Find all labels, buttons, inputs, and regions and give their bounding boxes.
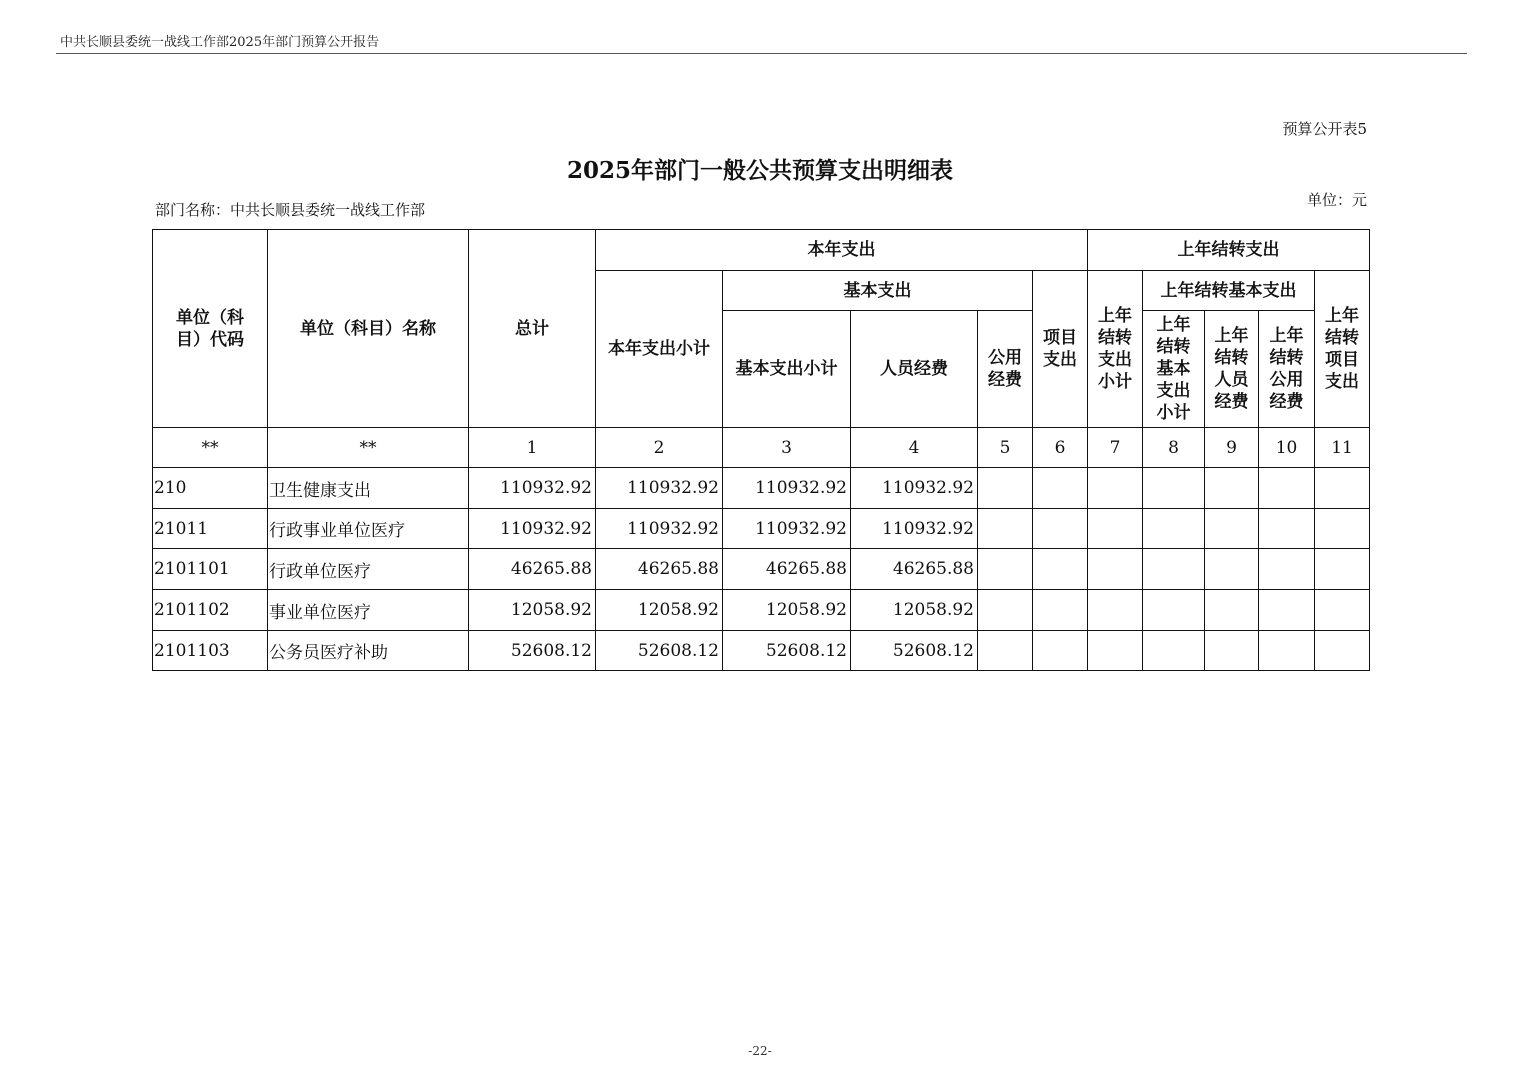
expenditure-table bbox=[152, 229, 1370, 671]
empty-cell bbox=[1259, 468, 1315, 509]
row-name: 行政事业单位医疗 bbox=[268, 509, 469, 549]
row-basic-subtotal: 110932.92 bbox=[723, 509, 851, 549]
header-carryover-basic: 上年结转基本支出 bbox=[1143, 271, 1315, 311]
row-personnel: 52608.12 bbox=[851, 631, 978, 671]
table-number: 预算公开表5 bbox=[1282, 120, 1367, 138]
department-name: 部门名称：中共长顺县委统一战线工作部 bbox=[155, 201, 426, 219]
index-cell: 5 bbox=[978, 428, 1033, 468]
row-basic-subtotal: 46265.88 bbox=[723, 549, 851, 590]
row-personnel: 110932.92 bbox=[851, 509, 978, 549]
empty-cell bbox=[1143, 468, 1205, 509]
row-total: 110932.92 bbox=[469, 468, 596, 509]
empty-cell bbox=[1143, 509, 1205, 549]
header-current-year: 本年支出 bbox=[596, 230, 1088, 271]
index-cell: 7 bbox=[1088, 428, 1143, 468]
table-row bbox=[153, 631, 1370, 671]
header-basic-subtotal: 基本支出小计 bbox=[723, 311, 851, 428]
empty-cell bbox=[1315, 590, 1370, 631]
index-cell: 4 bbox=[851, 428, 978, 468]
index-cell: 9 bbox=[1205, 428, 1259, 468]
row-total: 52608.12 bbox=[469, 631, 596, 671]
empty-cell bbox=[978, 631, 1033, 671]
row-code: 2101103 bbox=[153, 631, 268, 671]
index-cell: ** bbox=[268, 428, 469, 468]
row-name: 卫生健康支出 bbox=[268, 468, 469, 509]
empty-cell bbox=[1205, 549, 1259, 590]
row-basic-subtotal: 52608.12 bbox=[723, 631, 851, 671]
header-carryover-basic-subtotal: 上年结转基本支出小计 bbox=[1143, 311, 1205, 428]
header-divider bbox=[56, 53, 1467, 54]
row-name: 公务员医疗补助 bbox=[268, 631, 469, 671]
row-current-subtotal: 52608.12 bbox=[596, 631, 723, 671]
row-basic-subtotal: 110932.92 bbox=[723, 468, 851, 509]
header-total: 总计 bbox=[469, 230, 596, 428]
row-current-subtotal: 46265.88 bbox=[596, 549, 723, 590]
header-carryover-public: 上年结转公用经费 bbox=[1259, 311, 1315, 428]
empty-cell bbox=[1315, 631, 1370, 671]
empty-cell bbox=[1033, 590, 1088, 631]
header-carryover: 上年结转支出 bbox=[1088, 230, 1370, 271]
report-header: 中共长顺县委统一战线工作部2025年部门预算公开报告 bbox=[60, 35, 380, 50]
empty-cell bbox=[978, 509, 1033, 549]
row-personnel: 12058.92 bbox=[851, 590, 978, 631]
row-code: 2101102 bbox=[153, 590, 268, 631]
header-basic: 基本支出 bbox=[723, 271, 1033, 311]
header-project: 项目支出 bbox=[1033, 271, 1088, 428]
row-personnel: 46265.88 bbox=[851, 549, 978, 590]
row-code: 21011 bbox=[153, 509, 268, 549]
empty-cell bbox=[1259, 549, 1315, 590]
table-row bbox=[153, 590, 1370, 631]
row-current-subtotal: 12058.92 bbox=[596, 590, 723, 631]
header-code: 单位（科目）代码 bbox=[153, 230, 268, 428]
empty-cell bbox=[1088, 509, 1143, 549]
index-cell: 11 bbox=[1315, 428, 1370, 468]
index-cell: 1 bbox=[469, 428, 596, 468]
header-name: 单位（科目）名称 bbox=[268, 230, 469, 428]
empty-cell bbox=[1033, 631, 1088, 671]
empty-cell bbox=[1033, 549, 1088, 590]
header-carryover-project: 上年结转项目支出 bbox=[1315, 271, 1370, 428]
header-current-subtotal: 本年支出小计 bbox=[596, 271, 723, 428]
index-cell: 10 bbox=[1259, 428, 1315, 468]
empty-cell bbox=[1088, 631, 1143, 671]
empty-cell bbox=[1315, 468, 1370, 509]
empty-cell bbox=[1205, 509, 1259, 549]
row-code: 2101101 bbox=[153, 549, 268, 590]
header-carryover-personnel: 上年结转人员经费 bbox=[1205, 311, 1259, 428]
empty-cell bbox=[1315, 509, 1370, 549]
row-current-subtotal: 110932.92 bbox=[596, 509, 723, 549]
empty-cell bbox=[1033, 509, 1088, 549]
empty-cell bbox=[1259, 590, 1315, 631]
empty-cell bbox=[978, 590, 1033, 631]
empty-cell bbox=[1143, 590, 1205, 631]
empty-cell bbox=[1259, 631, 1315, 671]
row-total: 110932.92 bbox=[469, 509, 596, 549]
table-row bbox=[153, 468, 1370, 509]
empty-cell bbox=[1033, 468, 1088, 509]
index-cell: ** bbox=[153, 428, 268, 468]
header-public: 公用经费 bbox=[978, 311, 1033, 428]
index-cell: 6 bbox=[1033, 428, 1088, 468]
row-name: 行政单位医疗 bbox=[268, 549, 469, 590]
row-basic-subtotal: 12058.92 bbox=[723, 590, 851, 631]
table-row bbox=[153, 549, 1370, 590]
empty-cell bbox=[1088, 590, 1143, 631]
row-total: 46265.88 bbox=[469, 549, 596, 590]
header-carryover-subtotal: 上年结转支出小计 bbox=[1088, 271, 1143, 428]
empty-cell bbox=[1143, 549, 1205, 590]
row-current-subtotal: 110932.92 bbox=[596, 468, 723, 509]
page-number: -22- bbox=[748, 1044, 772, 1058]
header-personnel: 人员经费 bbox=[851, 311, 978, 428]
index-cell: 8 bbox=[1143, 428, 1205, 468]
empty-cell bbox=[1143, 631, 1205, 671]
row-name: 事业单位医疗 bbox=[268, 590, 469, 631]
currency-unit: 单位：元 bbox=[1306, 191, 1367, 209]
empty-cell bbox=[978, 468, 1033, 509]
page-title: 2025年部门一般公共预算支出明细表 bbox=[566, 157, 953, 184]
index-cell: 3 bbox=[723, 428, 851, 468]
table-row bbox=[153, 509, 1370, 549]
empty-cell bbox=[1088, 468, 1143, 509]
empty-cell bbox=[1088, 549, 1143, 590]
row-total: 12058.92 bbox=[469, 590, 596, 631]
row-code: 210 bbox=[153, 468, 268, 509]
empty-cell bbox=[1259, 509, 1315, 549]
empty-cell bbox=[1205, 631, 1259, 671]
index-row bbox=[153, 428, 1370, 468]
row-personnel: 110932.92 bbox=[851, 468, 978, 509]
empty-cell bbox=[1205, 590, 1259, 631]
index-cell: 2 bbox=[596, 428, 723, 468]
empty-cell bbox=[1205, 468, 1259, 509]
empty-cell bbox=[1315, 549, 1370, 590]
empty-cell bbox=[978, 549, 1033, 590]
